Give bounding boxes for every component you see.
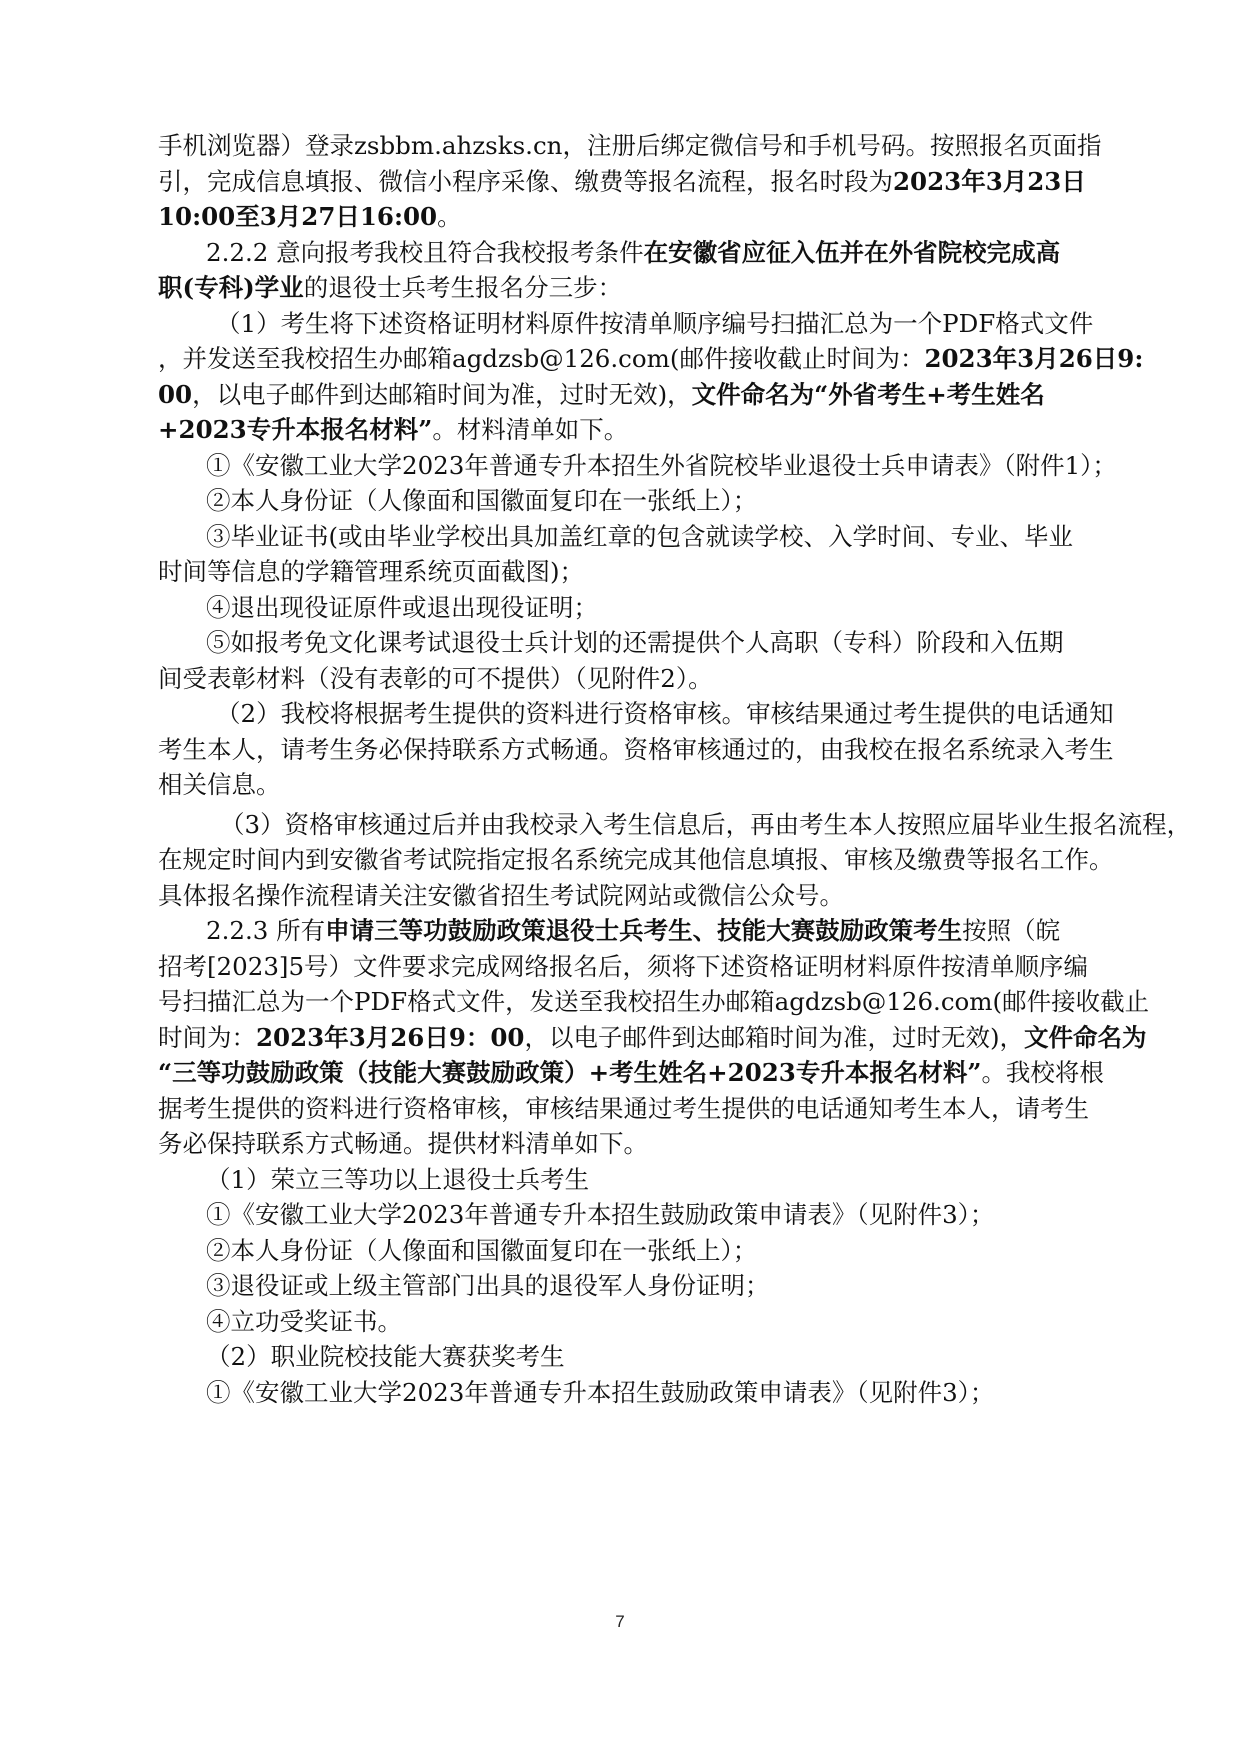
- step1-file-naming-cont: +2023专升本报名材料”: [158, 415, 433, 444]
- step3-line3: 具体报名操作流程请关注安徽省招生考试院网站或微信公众号。: [158, 880, 844, 910]
- step1-deadline: 2023年3月26日9:: [924, 344, 1144, 373]
- registration-start-date: 2023年3月23日: [893, 166, 1086, 196]
- section-223-line3: 号扫描汇总为一个PDF格式文件，发送至我校招生办邮箱agdzsb@126.com(邮件接收截止: [158, 987, 1150, 1016]
- list-item: [158, 625, 1090, 661]
- text-line: [158, 767, 1090, 803]
- text-line: [158, 270, 1090, 306]
- group1-item-4: ④立功受奖证书。: [206, 1306, 402, 1336]
- section-223-line5: 。我校将根: [981, 1058, 1104, 1087]
- list-item-cont: [158, 554, 1090, 590]
- text-line: [158, 306, 1094, 342]
- list-item: [158, 590, 1090, 626]
- material-item-3-cont: 时间等信息的学籍管理系统页面截图)；: [158, 557, 585, 586]
- list-item: [158, 1375, 1090, 1411]
- section-222-heading: 2.2.2 意向报考我校且符合我校报考条件: [206, 237, 644, 267]
- text-line: [158, 199, 1090, 235]
- text-line: [158, 696, 1114, 732]
- step1-line4: 。材料清单如下。: [432, 415, 629, 444]
- section-222-emphasis: 在安徽省应征入伍并在外省院校完成高: [643, 237, 1061, 267]
- step1-file-naming: 文件命名为“外省考生+考生姓名: [691, 379, 1045, 409]
- section-223-deadline: 2023年3月26日9：00: [256, 1022, 525, 1052]
- step1-line3: ，以电子邮件到达邮箱时间为准，过时无效)，: [192, 379, 692, 409]
- section-223-file-naming-cont: “三等功鼓励政策（技能大赛鼓励政策）+考生姓名+2023专升本报名材料”: [158, 1058, 982, 1087]
- list-item: [158, 519, 1090, 555]
- para1-line1: 手机浏览器）登录zsbbm.ahzsks.cn，注册后绑定微信号和手机号码。按照报名页面指: [158, 131, 1102, 160]
- material-item-4: ④退出现役证原件或退出现役证明；: [206, 592, 598, 622]
- page-content: [158, 128, 1192, 1410]
- material-item-3: ③毕业证书(或由毕业学校出具加盖红章的包含就读学校、入学时间、专业、毕业: [206, 521, 1074, 551]
- group1-title: （1）荣立三等功以上退役士兵考生: [206, 1164, 590, 1194]
- material-item-5-cont: 间受表彰材料（没有表彰的可不提供）（见附件2）。: [158, 663, 713, 693]
- text-line: [158, 913, 1090, 949]
- step1-line1: （1）考生将下述资格证明材料原件按清单顺序编号扫描汇总为一个PDF格式文件: [216, 308, 1094, 338]
- registration-end-date: 10:00至3月27日16:00: [158, 202, 438, 231]
- text-line: [158, 1126, 1090, 1162]
- text-line: [158, 807, 1192, 843]
- list-group-title: [158, 1339, 1090, 1375]
- list-item: [158, 1233, 1090, 1269]
- section-223-line2: 招考[2023]5号）文件要求完成网络报名后，须将下述资格证明材料原件按清单顺序编: [158, 951, 1089, 981]
- text-line: [158, 1091, 1090, 1127]
- list-item: [158, 448, 1117, 484]
- section-223-emphasis: 申请三等功鼓励政策退役士兵考生、技能大赛鼓励政策考生: [325, 916, 963, 945]
- text-line: [158, 842, 1114, 878]
- step2-line2: 考生本人，请考生务必保持联系方式畅通。资格审核通过的，由我校在报名系统录入考生: [158, 734, 1114, 764]
- section-222-emphasis-cont: 职(专科)学业: [158, 273, 304, 302]
- section-223-file-naming: 文件命名为: [1024, 1022, 1147, 1052]
- section-223-line1-end: 按照（皖: [962, 916, 1061, 945]
- para1-line2: 引，完成信息填报、微信小程序采像、缴费等报名流程，报名时段为: [158, 166, 893, 196]
- text-line: [158, 164, 1090, 200]
- text-line: [158, 878, 1090, 914]
- page-number: 7: [615, 1612, 625, 1631]
- para1-line3: 。: [437, 202, 462, 231]
- step3-line2: 在规定时间内到安徽省考试院指定报名系统完成其他信息填报、审核及缴费等报名工作。: [158, 845, 1114, 874]
- text-line: [158, 412, 1090, 448]
- section-223-heading: 2.2.3 所有: [206, 916, 326, 945]
- section-223-line4-mid: ，以电子邮件到达邮箱时间为准，过时无效)，: [524, 1022, 1025, 1052]
- step1-line2: ，并发送至我校招生办邮箱agdzsb@126.com(邮件接收截止时间为：: [158, 344, 925, 373]
- group1-item-3: ③退役证或上级主管部门出具的退役军人身份证明；: [206, 1271, 770, 1300]
- text-line: [158, 341, 1144, 377]
- material-item-2: ②本人身份证（人像面和国徽面复印在一张纸上）；: [206, 486, 758, 515]
- list-item: [158, 1268, 1090, 1304]
- text-line: [158, 377, 1090, 413]
- step2-line3: 相关信息。: [158, 770, 281, 799]
- text-line: [158, 984, 1150, 1020]
- step3-line1: （3）资格审核通过后并由我校录入考生信息后，再由考生本人按照应届毕业生报名流程，: [220, 809, 1192, 839]
- list-item: [158, 1197, 1090, 1233]
- group2-item-1: ①《安徽工业大学2023年普通专升本招生鼓励政策申请表》（见附件3）；: [206, 1377, 995, 1407]
- list-item-cont: [158, 661, 1090, 697]
- section-223-line7: 务必保持联系方式畅通。提供材料清单如下。: [158, 1129, 648, 1158]
- group1-item-2: ②本人身份证（人像面和国徽面复印在一张纸上）；: [206, 1235, 758, 1265]
- group2-title: （2）职业院校技能大赛获奖考生: [206, 1342, 565, 1371]
- section-223-line6: 据考生提供的资料进行资格审核，审核结果通过考生提供的电话通知考生本人，请考生: [158, 1093, 1089, 1123]
- text-line: [158, 949, 1090, 985]
- section-222-line2: 的退役士兵考生报名分三步：: [303, 273, 623, 302]
- step2-line1: （2）我校将根据考生提供的资料进行资格审核。审核结果通过考生提供的电话通知: [216, 699, 1114, 728]
- list-item: [158, 1304, 1090, 1340]
- list-group-title: [158, 1162, 1090, 1198]
- text-line: [158, 1055, 1104, 1091]
- list-item: [158, 483, 1090, 519]
- material-item-5: ⑤如报考免文化课考试退役士兵计划的还需提供个人高职（专科）阶段和入伍期: [206, 628, 1064, 657]
- text-line: [158, 732, 1114, 768]
- step1-deadline-cont: 00: [158, 379, 193, 409]
- material-item-1: ①《安徽工业大学2023年普通专升本招生外省院校毕业退役士兵申请表》（附件1）；: [206, 450, 1117, 480]
- text-line: [158, 128, 1102, 164]
- group1-item-1: ①《安徽工业大学2023年普通专升本招生鼓励政策申请表》（见附件3）；: [206, 1200, 995, 1229]
- section-223-line4: 时间为：: [158, 1022, 256, 1052]
- text-line: [158, 1020, 1147, 1056]
- text-line: [158, 235, 1090, 271]
